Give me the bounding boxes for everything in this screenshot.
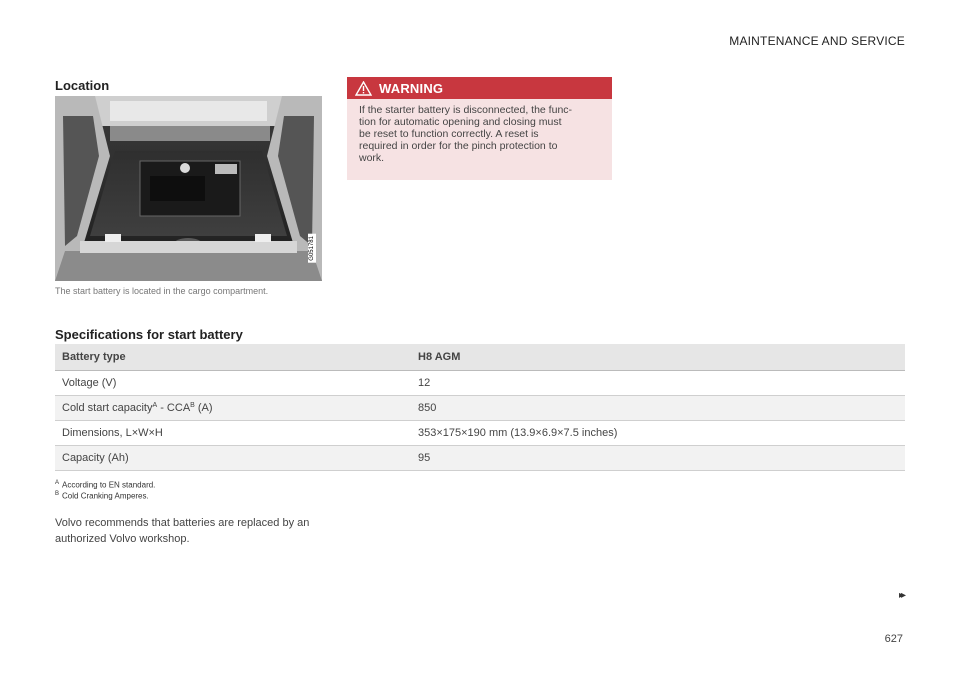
warning-box <box>347 77 612 180</box>
row-label: Voltage (V) <box>55 370 411 395</box>
row-value: 850 <box>411 395 905 420</box>
row-label: Dimensions, L×W×H <box>55 420 411 445</box>
footnote-ref-a: A <box>152 401 158 409</box>
footnote-ref-b: B <box>190 401 195 409</box>
header-battery-model: H8 AGM <box>411 344 905 370</box>
row-label <box>55 395 411 420</box>
footnote <box>55 490 155 501</box>
location-heading: Location <box>55 78 110 93</box>
warning-line: work. <box>359 152 385 164</box>
row-value: 353×175×190 mm (13.9×6.9×7.5 inches) <box>411 420 905 445</box>
warning-header <box>347 77 612 99</box>
footnote <box>55 479 155 490</box>
battery-spec-table <box>55 344 905 471</box>
warning-triangle-icon <box>355 81 372 96</box>
table-row <box>55 370 905 395</box>
warning-text <box>347 99 612 164</box>
image-caption: The start battery is located in the cargo compartment. <box>55 286 269 296</box>
cca-label-part: - CCA <box>157 401 191 414</box>
cca-label-part: Cold start capacity <box>62 401 153 414</box>
table-row <box>55 420 905 445</box>
cargo-compartment-photo <box>55 96 322 281</box>
footnote-mark: B <box>55 490 60 497</box>
warning-line: required in order for the pinch protection to <box>359 140 558 152</box>
table-header-row <box>55 344 905 370</box>
row-value: 95 <box>411 445 905 470</box>
footnote-mark: A <box>55 480 60 486</box>
specifications-heading: Specifications for start battery <box>55 327 243 342</box>
table-footnotes <box>55 479 155 500</box>
cca-label-part: (A) <box>194 401 213 414</box>
warning-line: be reset to function correctly. A reset is <box>359 128 539 140</box>
footnote-text: Cold Cranking Amperes. <box>62 491 149 501</box>
warning-line: tion for automatic opening and closing must <box>359 116 562 128</box>
section-header: MAINTENANCE AND SERVICE <box>729 34 905 48</box>
header-battery-type: Battery type <box>55 344 411 370</box>
recommendation-text: Volvo recommends that batteries are replaced by an authorized Volvo workshop. <box>55 517 310 545</box>
footnote-text: According to EN standard. <box>62 480 156 490</box>
table-row <box>55 395 905 420</box>
warning-label: WARNING <box>379 80 444 96</box>
cargo-compartment-illustration <box>55 96 322 281</box>
page-number: 627 <box>884 633 903 645</box>
warning-line: If the starter battery is disconnected, the func- <box>359 104 573 116</box>
image-reference-code: G051781 <box>309 236 315 261</box>
next-page-icon[interactable]: ▸▸ <box>898 590 903 601</box>
row-value: 12 <box>411 370 905 395</box>
table-row <box>55 445 905 470</box>
row-label: Capacity (Ah) <box>55 445 411 470</box>
